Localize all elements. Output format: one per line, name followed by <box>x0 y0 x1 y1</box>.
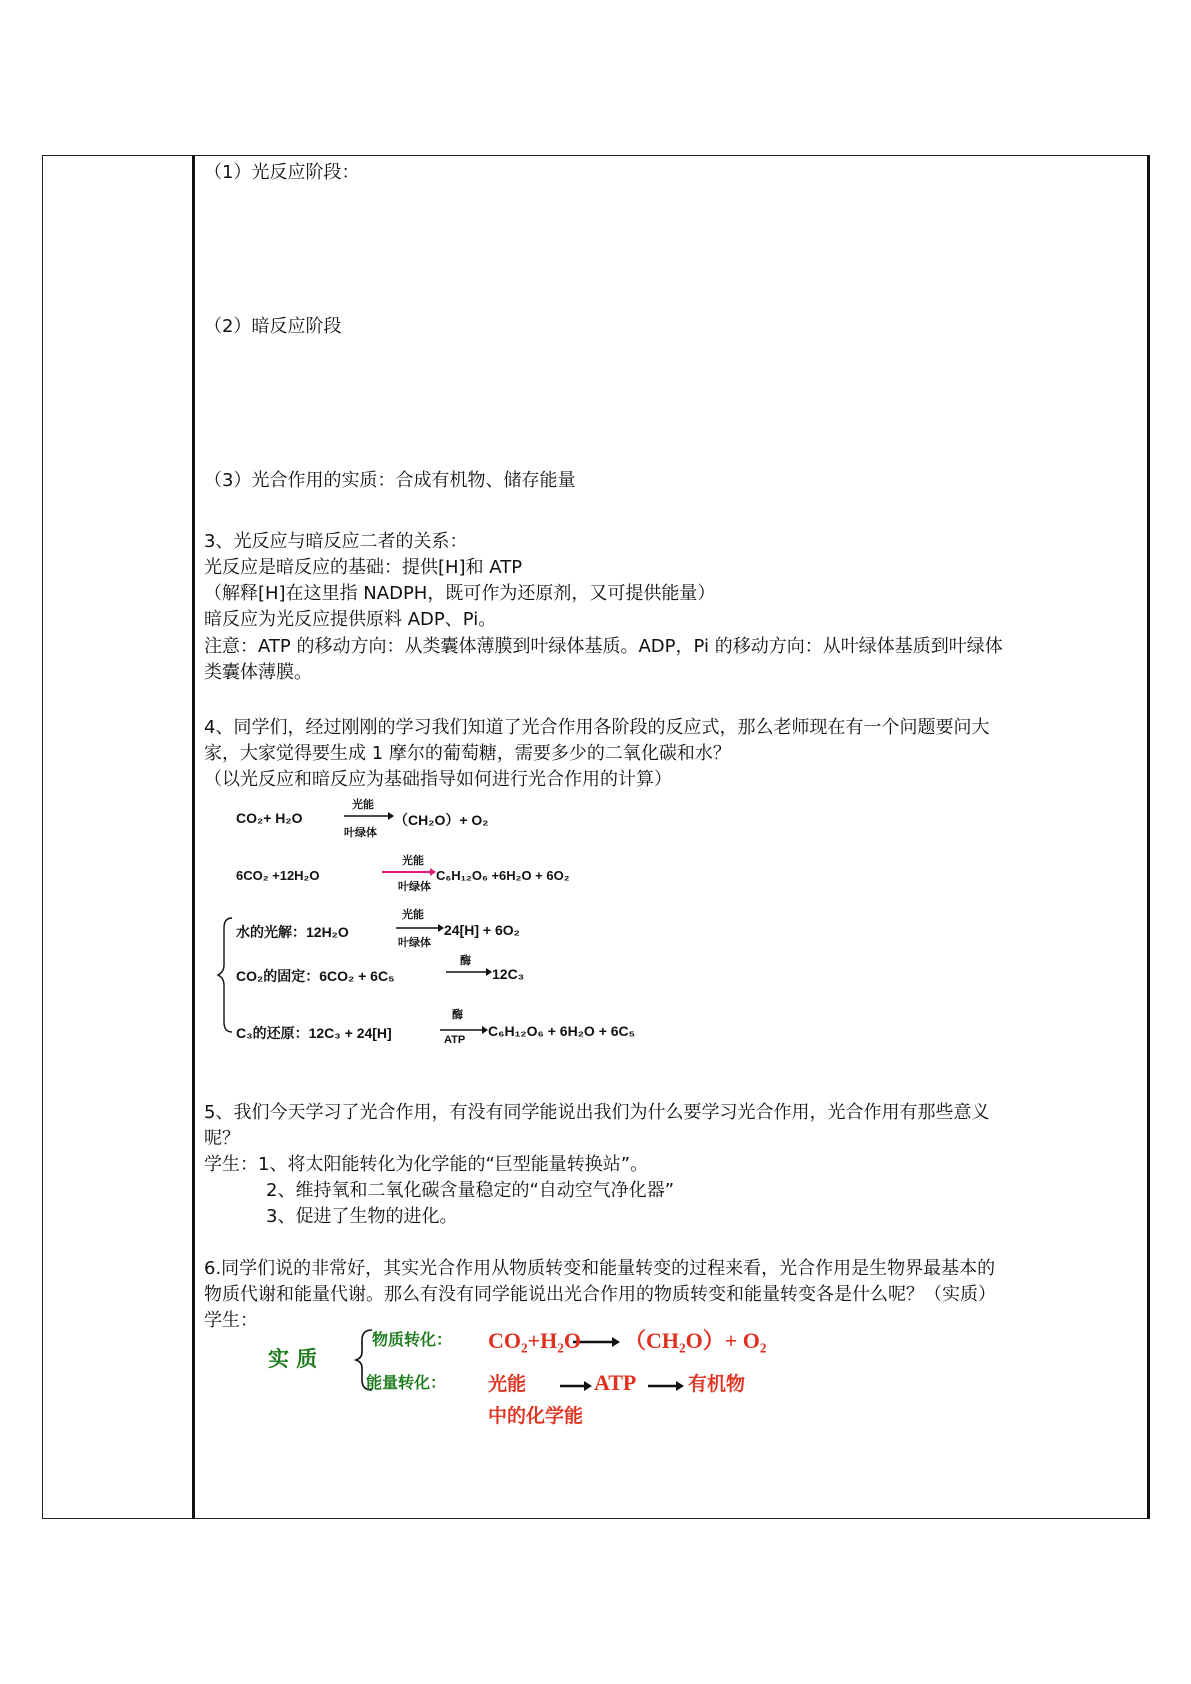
essence-label: 实 质 <box>268 1347 318 1371</box>
energy-label: 能量转化： <box>366 1373 447 1392</box>
eq1-left: CO₂+ H₂O <box>236 810 303 826</box>
p5-line-2: 呢？ <box>204 1128 240 1149</box>
p6-line-1: 6.同学们说的非常好，其实光合作用从物质转变和能量转变的过程来看，光合作用是生物界最基本的 <box>204 1258 996 1279</box>
eq5-right: C₆H₁₂O₆ + 6H₂O + 6C₅ <box>488 1023 636 1039</box>
eq5-top: 酶 <box>452 1009 463 1021</box>
equations-brace <box>218 918 232 1032</box>
eq2-top: 光能 <box>402 855 424 867</box>
eq1-right: （CH₂O）+ O₂ <box>394 812 489 828</box>
p3-line-5: 类囊体薄膜。 <box>204 662 312 683</box>
eq1-top: 光能 <box>352 799 374 811</box>
p6-line-2: 物质代谢和能量代谢。那么有没有同学能说出光合作用的物质转变和能量转变各是什么呢？（实质） <box>204 1284 996 1305</box>
eq3-top: 光能 <box>402 909 424 921</box>
eq2-arrowhead <box>430 868 436 876</box>
section-2-heading: （2）暗反应阶段 <box>204 316 342 337</box>
eq5-left: C₃的还原：12C₃ + 24[H] <box>236 1025 392 1041</box>
energy-arrowhead-1 <box>584 1381 592 1391</box>
eq1-arrowhead <box>388 812 394 820</box>
p5-line-4: 2、维持氧和二氧化碳含量稳定的“自动空气净化器” <box>266 1180 675 1201</box>
section-1-heading: （1）光反应阶段： <box>204 162 360 183</box>
energy-light: 光能 <box>488 1373 527 1395</box>
energy-atp: ATP <box>594 1370 637 1395</box>
energy-chemical: 中的化学能 <box>488 1405 584 1427</box>
p5-line-1: 5、我们今天学习了光合作用，有没有同学能说出我们为什么要学习光合作用，光合作用有那些意义 <box>204 1102 990 1123</box>
eq2-right: C₆H₁₂O₆ +6H₂O + 6O₂ <box>436 868 570 883</box>
eq3-left: 水的光解：12H₂O <box>236 924 349 940</box>
eq4-top: 酶 <box>460 955 471 967</box>
eq1-bottom: 叶绿体 <box>344 827 377 839</box>
eq4-arrowhead <box>486 968 492 976</box>
mat-arrowhead <box>612 1337 620 1347</box>
p3-line-2: （解释[H]在这里指 NADPH，既可作为还原剂，又可提供能量） <box>204 583 716 604</box>
eq2-left: 6CO₂ +12H₂O <box>236 868 320 883</box>
p4-line-1: 4、同学们，经过刚刚的学习我们知道了光合作用各阶段的反应式，那么老师现在有一个问题要问大 <box>204 717 990 738</box>
eq5-bottom: ATP <box>444 1034 466 1046</box>
eq3-bottom: 叶绿体 <box>398 937 431 949</box>
p5-line-5: 3、促进了生物的进化。 <box>266 1206 458 1227</box>
eq4-right: 12C₃ <box>492 966 525 982</box>
material-eq-left: CO₂+H₂O <box>488 1328 581 1353</box>
section-3-heading: （3）光合作用的实质：合成有机物、储存能量 <box>204 470 576 491</box>
p5-line-3: 学生：1、将太阳能转化为化学能的“巨型能量转换站”。 <box>204 1154 649 1175</box>
eq2-bottom: 叶绿体 <box>398 881 431 893</box>
p3-title: 3、光反应与暗反应二者的关系： <box>204 531 468 552</box>
p4-line-3: （以光反应和暗反应为基础指导如何进行光合作用的计算） <box>204 769 672 790</box>
p6-line-3: 学生： <box>204 1310 258 1331</box>
energy-arrowhead-2 <box>676 1381 684 1391</box>
eq4-left: CO₂的固定：6CO₂ + 6C₅ <box>236 968 395 984</box>
p4-line-2: 家，大家觉得要生成 1 摩尔的葡萄糖，需要多少的二氧化碳和水？ <box>204 743 731 764</box>
p3-line-3: 暗反应为光反应提供原料 ADP、Pi。 <box>204 609 497 630</box>
material-eq-right: （CH₂O）+ O₂ <box>624 1328 767 1353</box>
p3-line-1: 光反应是暗反应的基础：提供[H]和 ATP <box>204 557 523 578</box>
eq3-arrowhead <box>438 924 444 932</box>
energy-organic: 有机物 <box>688 1373 746 1395</box>
eq5-arrowhead <box>482 1026 488 1034</box>
p3-line-4: 注意：ATP 的移动方向：从类囊体薄膜到叶绿体基质。ADP，Pi 的移动方向：从叶绿体基质到叶绿体 <box>204 636 1003 657</box>
material-label: 物质转化： <box>372 1330 453 1349</box>
eq3-right: 24[H] + 6O₂ <box>444 922 520 938</box>
